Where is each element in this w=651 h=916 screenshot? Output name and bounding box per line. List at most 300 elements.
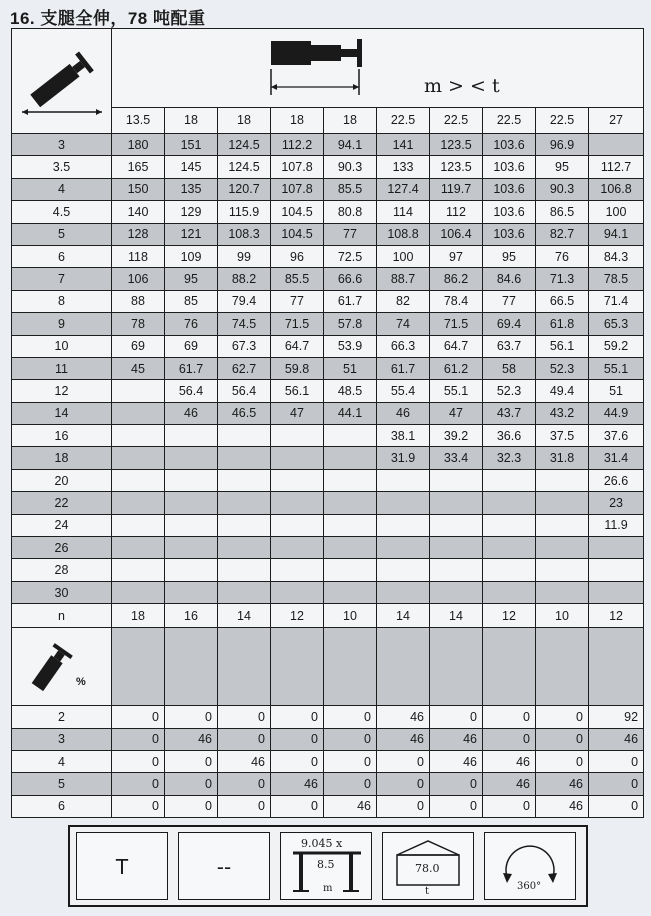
load-value: 165	[112, 156, 165, 178]
load-value: 11.9	[589, 514, 644, 536]
load-value: 31.8	[536, 447, 589, 469]
load-value	[483, 514, 536, 536]
n-value: 14	[377, 604, 430, 628]
load-value: 71.5	[271, 313, 324, 335]
jib-label: --	[216, 855, 232, 879]
load-value	[377, 537, 430, 559]
load-value	[112, 537, 165, 559]
load-value	[218, 581, 271, 603]
load-value: 100	[589, 201, 644, 223]
telescope-row	[12, 628, 644, 706]
load-value: 76	[536, 245, 589, 267]
load-value: 61.7	[377, 357, 430, 379]
load-value	[536, 469, 589, 491]
load-value: 108.3	[218, 223, 271, 245]
load-value	[589, 581, 644, 603]
load-value	[112, 492, 165, 514]
boom-length-cell: 22.5	[377, 107, 430, 133]
load-value	[271, 537, 324, 559]
load-value: 124.5	[218, 134, 271, 156]
pct-value: 0	[324, 728, 377, 750]
load-value	[271, 492, 324, 514]
load-value: 52.3	[536, 357, 589, 379]
pct-value: 46	[589, 728, 644, 750]
load-value: 78.5	[589, 268, 644, 290]
pct-value: 0	[271, 750, 324, 772]
load-label: 16	[12, 425, 112, 447]
load-row	[12, 581, 644, 603]
load-value: 65.3	[589, 313, 644, 335]
load-value: 69	[112, 335, 165, 357]
load-value: 103.6	[483, 201, 536, 223]
load-row	[12, 357, 644, 379]
load-value	[218, 537, 271, 559]
load-value: 145	[165, 156, 218, 178]
page-title: 16. 支腿全伸，78 吨配重	[10, 9, 206, 28]
load-value	[165, 559, 218, 581]
load-value: 61.2	[430, 357, 483, 379]
load-value: 106	[112, 268, 165, 290]
boom-length-cell: 18	[271, 107, 324, 133]
telescope-blank	[165, 628, 218, 706]
pct-value: 46	[430, 750, 483, 772]
load-value	[377, 469, 430, 491]
load-value	[165, 425, 218, 447]
pct-row	[12, 728, 644, 750]
pct-value: 92	[589, 706, 644, 728]
load-value: 26.6	[589, 469, 644, 491]
load-value	[430, 492, 483, 514]
load-label: 9	[12, 313, 112, 335]
load-value: 84.6	[483, 268, 536, 290]
load-value: 109	[165, 245, 218, 267]
pct-value: 0	[165, 795, 218, 817]
pct-value: 0	[112, 773, 165, 795]
load-row	[12, 313, 644, 335]
load-row	[12, 514, 644, 536]
load-value: 112	[430, 201, 483, 223]
load-chart-table	[11, 28, 644, 818]
load-value	[483, 581, 536, 603]
load-value: 46.5	[218, 402, 271, 424]
load-value: 103.6	[483, 134, 536, 156]
boom-length-cell: 22.5	[536, 107, 589, 133]
load-value: 115.9	[218, 201, 271, 223]
load-value: 82	[377, 290, 430, 312]
load-value: 45	[112, 357, 165, 379]
load-value	[324, 559, 377, 581]
telescope-blank	[430, 628, 483, 706]
pct-value: 0	[271, 795, 324, 817]
counterweight-value: 78.0	[415, 862, 440, 875]
load-value: 108.8	[377, 223, 430, 245]
load-value: 107.8	[271, 156, 324, 178]
telescope-blank	[112, 628, 165, 706]
load-value	[430, 514, 483, 536]
load-row	[12, 492, 644, 514]
load-label: 22	[12, 492, 112, 514]
load-row	[12, 402, 644, 424]
pct-value: 0	[218, 706, 271, 728]
load-value	[483, 469, 536, 491]
load-value: 66.3	[377, 335, 430, 357]
telescope-blank	[218, 628, 271, 706]
load-value	[324, 425, 377, 447]
load-label: 14	[12, 402, 112, 424]
load-value: 90.3	[536, 178, 589, 200]
load-value: 78	[112, 313, 165, 335]
slew-box	[484, 832, 576, 900]
load-value	[165, 447, 218, 469]
load-value	[430, 581, 483, 603]
load-value: 80.8	[324, 201, 377, 223]
pct-value: 0	[218, 773, 271, 795]
load-value: 95	[165, 268, 218, 290]
load-label: 4	[12, 178, 112, 200]
telescope-blank	[377, 628, 430, 706]
load-value: 23	[589, 492, 644, 514]
boom-length-cell: 22.5	[430, 107, 483, 133]
pct-value: 0	[165, 773, 218, 795]
load-value: 38.1	[377, 425, 430, 447]
load-label: 26	[12, 537, 112, 559]
n-value: 14	[218, 604, 271, 628]
load-value: 140	[112, 201, 165, 223]
load-value: 72.5	[324, 245, 377, 267]
pct-value: 0	[377, 795, 430, 817]
pct-label: 4	[12, 750, 112, 772]
load-value: 121	[165, 223, 218, 245]
load-value	[271, 469, 324, 491]
load-value: 88.2	[218, 268, 271, 290]
load-value: 46	[165, 402, 218, 424]
load-row	[12, 559, 644, 581]
load-value: 106.4	[430, 223, 483, 245]
pct-value: 0	[112, 728, 165, 750]
pct-row	[12, 750, 644, 772]
load-value	[112, 380, 165, 402]
load-value: 100	[377, 245, 430, 267]
pct-value: 0	[536, 706, 589, 728]
load-value	[112, 447, 165, 469]
load-value: 49.4	[536, 380, 589, 402]
load-value	[112, 559, 165, 581]
load-value: 44.9	[589, 402, 644, 424]
boom-length-cell: 18	[218, 107, 271, 133]
pct-value: 46	[377, 706, 430, 728]
load-row	[12, 380, 644, 402]
load-value	[536, 492, 589, 514]
load-label: 5	[12, 223, 112, 245]
load-value: 37.6	[589, 425, 644, 447]
load-label: 6	[12, 245, 112, 267]
load-value	[271, 581, 324, 603]
load-row	[12, 201, 644, 223]
load-value: 64.7	[430, 335, 483, 357]
load-row	[12, 223, 644, 245]
load-value	[536, 537, 589, 559]
pct-value: 0	[589, 750, 644, 772]
load-label: 18	[12, 447, 112, 469]
n-label: n	[12, 604, 112, 628]
load-value: 79.4	[218, 290, 271, 312]
load-value	[324, 447, 377, 469]
load-label: 20	[12, 469, 112, 491]
load-value: 43.2	[536, 402, 589, 424]
load-value: 99	[218, 245, 271, 267]
load-value	[218, 492, 271, 514]
load-value	[112, 581, 165, 603]
load-value: 84.3	[589, 245, 644, 267]
load-value	[165, 514, 218, 536]
load-value	[483, 537, 536, 559]
load-value: 85	[165, 290, 218, 312]
pct-value: 0	[218, 795, 271, 817]
load-row	[12, 447, 644, 469]
load-label: 11	[12, 357, 112, 379]
load-value: 127.4	[377, 178, 430, 200]
load-value	[165, 581, 218, 603]
load-value: 123.5	[430, 156, 483, 178]
pct-value: 0	[536, 750, 589, 772]
load-value	[112, 469, 165, 491]
load-value	[589, 134, 644, 156]
load-value: 96.9	[536, 134, 589, 156]
load-value: 112.2	[271, 134, 324, 156]
load-value	[483, 492, 536, 514]
load-label: 24	[12, 514, 112, 536]
pct-value: 46	[536, 795, 589, 817]
load-value: 37.5	[536, 425, 589, 447]
load-value: 71.5	[430, 313, 483, 335]
load-value	[536, 581, 589, 603]
load-value	[483, 559, 536, 581]
mode-box	[76, 832, 168, 900]
load-value: 94.1	[589, 223, 644, 245]
n-value: 12	[271, 604, 324, 628]
pct-value: 0	[271, 728, 324, 750]
load-value: 141	[377, 134, 430, 156]
pct-value: 0	[377, 773, 430, 795]
pct-value: 46	[483, 750, 536, 772]
load-value	[324, 492, 377, 514]
load-value: 85.5	[271, 268, 324, 290]
pct-value: 0	[483, 706, 536, 728]
n-value: 10	[324, 604, 377, 628]
pct-value: 0	[218, 728, 271, 750]
load-value: 61.7	[324, 290, 377, 312]
load-value: 71.3	[536, 268, 589, 290]
boom-length-cell: 27	[589, 107, 644, 133]
load-value: 51	[589, 380, 644, 402]
pct-value: 0	[324, 706, 377, 728]
boom-telescope-icon	[22, 634, 82, 700]
load-value: 71.4	[589, 290, 644, 312]
load-value: 74.5	[218, 313, 271, 335]
load-value: 76	[165, 313, 218, 335]
load-value	[218, 559, 271, 581]
load-value: 95	[483, 245, 536, 267]
load-value: 120.7	[218, 178, 271, 200]
load-row	[12, 178, 644, 200]
telescope-corner	[12, 628, 112, 706]
load-value	[430, 537, 483, 559]
load-value: 77	[324, 223, 377, 245]
pct-label: 5	[12, 773, 112, 795]
load-value: 88.7	[377, 268, 430, 290]
load-value	[165, 537, 218, 559]
load-row	[12, 425, 644, 447]
load-value: 106.8	[589, 178, 644, 200]
load-value: 33.4	[430, 447, 483, 469]
load-value: 129	[165, 201, 218, 223]
load-value: 104.5	[271, 201, 324, 223]
pct-value: 0	[589, 773, 644, 795]
pct-value: 0	[271, 706, 324, 728]
load-value: 151	[165, 134, 218, 156]
pct-value: 0	[430, 795, 483, 817]
load-value: 69	[165, 335, 218, 357]
pct-value: 0	[589, 795, 644, 817]
load-value: 32.3	[483, 447, 536, 469]
counterweight-box	[382, 832, 474, 900]
load-value: 63.7	[483, 335, 536, 357]
load-value: 55.1	[430, 380, 483, 402]
load-value: 64.7	[271, 335, 324, 357]
telescope-blank	[589, 628, 644, 706]
load-value	[377, 492, 430, 514]
load-value: 150	[112, 178, 165, 200]
pct-value: 46	[377, 728, 430, 750]
load-value: 52.3	[483, 380, 536, 402]
load-value: 47	[430, 402, 483, 424]
load-value: 74	[377, 313, 430, 335]
load-row	[12, 245, 644, 267]
pct-value: 46	[536, 773, 589, 795]
pct-value: 0	[324, 750, 377, 772]
boom-length-header	[112, 29, 644, 108]
load-value: 36.6	[483, 425, 536, 447]
n-value: 14	[430, 604, 483, 628]
load-value: 107.8	[271, 178, 324, 200]
load-row	[12, 335, 644, 357]
config-footer	[68, 825, 588, 907]
n-value: 18	[112, 604, 165, 628]
load-value: 95	[536, 156, 589, 178]
pct-row	[12, 773, 644, 795]
pct-value: 0	[483, 795, 536, 817]
load-value	[271, 425, 324, 447]
load-value	[377, 559, 430, 581]
telescope-blank	[536, 628, 589, 706]
load-row	[12, 156, 644, 178]
load-label: 12	[12, 380, 112, 402]
load-value: 88	[112, 290, 165, 312]
n-row	[12, 604, 644, 628]
boom-length-cell: 18	[165, 107, 218, 133]
load-value: 31.9	[377, 447, 430, 469]
load-value: 58	[483, 357, 536, 379]
load-value	[324, 469, 377, 491]
load-value: 114	[377, 201, 430, 223]
load-value	[271, 514, 324, 536]
load-value: 59.2	[589, 335, 644, 357]
load-value: 31.4	[589, 447, 644, 469]
load-value: 104.5	[271, 223, 324, 245]
load-value: 119.7	[430, 178, 483, 200]
n-value: 12	[483, 604, 536, 628]
pct-value: 46	[324, 795, 377, 817]
load-value: 53.9	[324, 335, 377, 357]
load-value: 124.5	[218, 156, 271, 178]
pct-value: 46	[483, 773, 536, 795]
pct-value: 46	[271, 773, 324, 795]
pct-value: 0	[377, 750, 430, 772]
load-value: 67.3	[218, 335, 271, 357]
load-value: 47	[271, 402, 324, 424]
load-value: 56.1	[536, 335, 589, 357]
load-value: 66.6	[324, 268, 377, 290]
load-value: 39.2	[430, 425, 483, 447]
load-value	[377, 514, 430, 536]
load-value: 94.1	[324, 134, 377, 156]
load-label: 8	[12, 290, 112, 312]
boom-length-cell: 18	[324, 107, 377, 133]
load-value: 44.1	[324, 402, 377, 424]
pct-value: 0	[165, 750, 218, 772]
load-value	[589, 537, 644, 559]
load-value: 123.5	[430, 134, 483, 156]
mode-label: T	[115, 855, 129, 879]
load-value: 46	[377, 402, 430, 424]
load-value	[218, 514, 271, 536]
counterweight-unit: t	[425, 886, 430, 897]
pct-value: 0	[324, 773, 377, 795]
load-value: 59.8	[271, 357, 324, 379]
load-value	[430, 469, 483, 491]
pct-value: 0	[536, 728, 589, 750]
load-value	[271, 559, 324, 581]
pct-value: 0	[430, 773, 483, 795]
load-row	[12, 290, 644, 312]
load-value: 61.7	[165, 357, 218, 379]
pct-value: 0	[112, 795, 165, 817]
load-value: 103.6	[483, 223, 536, 245]
pct-label: 6	[12, 795, 112, 817]
load-value: 62.7	[218, 357, 271, 379]
load-row	[12, 134, 644, 156]
load-value	[430, 559, 483, 581]
outrigger-unit: m	[323, 883, 333, 894]
load-value	[112, 402, 165, 424]
pct-value: 46	[430, 728, 483, 750]
pct-value: 0	[430, 706, 483, 728]
pct-label: 2	[12, 706, 112, 728]
pct-row	[12, 795, 644, 817]
telescope-blank	[271, 628, 324, 706]
telescope-blank	[324, 628, 377, 706]
load-value: 85.5	[324, 178, 377, 200]
telescope-blank	[483, 628, 536, 706]
n-value: 10	[536, 604, 589, 628]
load-row	[12, 469, 644, 491]
load-row	[12, 268, 644, 290]
n-value: 12	[589, 604, 644, 628]
jib-box	[178, 832, 270, 900]
unit-label: m > < t	[424, 75, 500, 97]
load-value: 112.7	[589, 156, 644, 178]
load-value: 48.5	[324, 380, 377, 402]
